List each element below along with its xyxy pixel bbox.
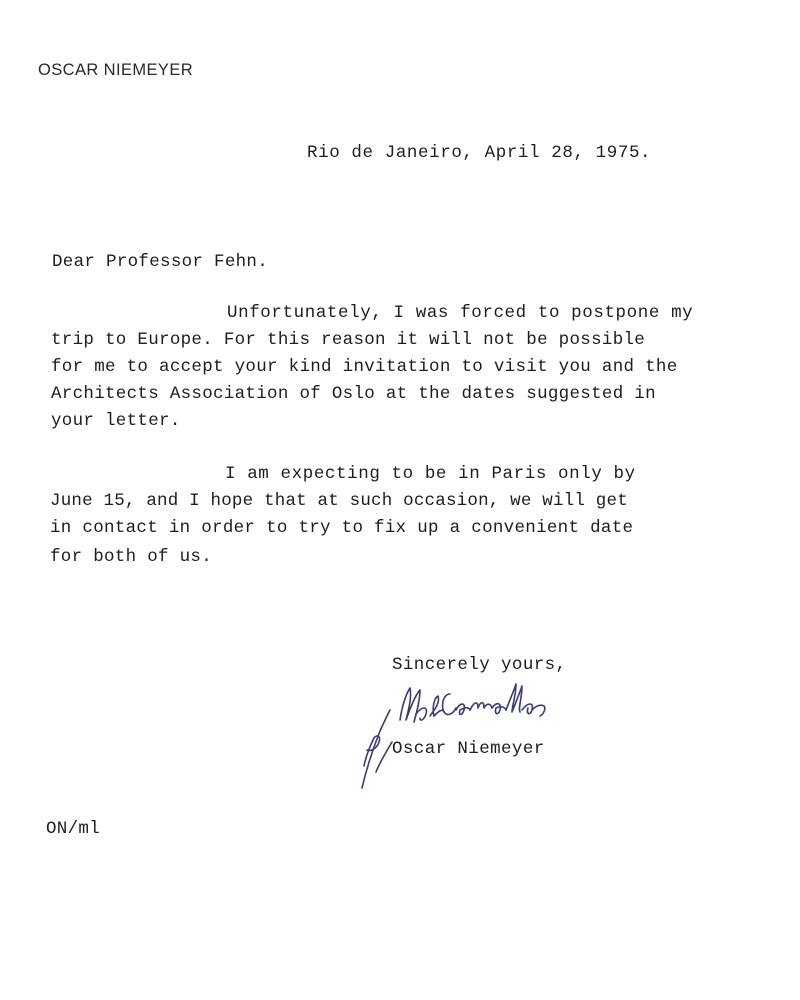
paragraph-line: Unfortunately, I was forced to postpone my (227, 303, 694, 323)
paragraph-line: for me to accept your kind invitation to visit you and the (51, 357, 678, 377)
paragraph-line: your letter. (51, 411, 181, 431)
handwritten-signature (350, 676, 580, 794)
paragraph-line: I am expecting to be in Paris only by (225, 464, 636, 484)
paragraph-line: for both of us. (50, 547, 213, 567)
date-line: Rio de Janeiro, April 28, 1975. (307, 143, 652, 163)
paragraph-line: in contact in order to try to fix up a convenient date (50, 518, 634, 538)
salutation: Dear Professor Fehn. (52, 252, 269, 272)
reference-initials: ON/ml (46, 819, 101, 839)
paragraph-line: trip to Europe. For this reason it will not be possible (51, 330, 646, 350)
closing: Sincerely yours, (392, 655, 567, 675)
paragraph-line: Architects Association of Oslo at the dates suggested in (51, 384, 656, 404)
signer-name: Oscar Niemeyer (392, 739, 545, 759)
paragraph-line: June 15, and I hope that at such occasion, we will get (50, 491, 628, 511)
letterhead: OSCAR NIEMEYER (38, 61, 194, 79)
